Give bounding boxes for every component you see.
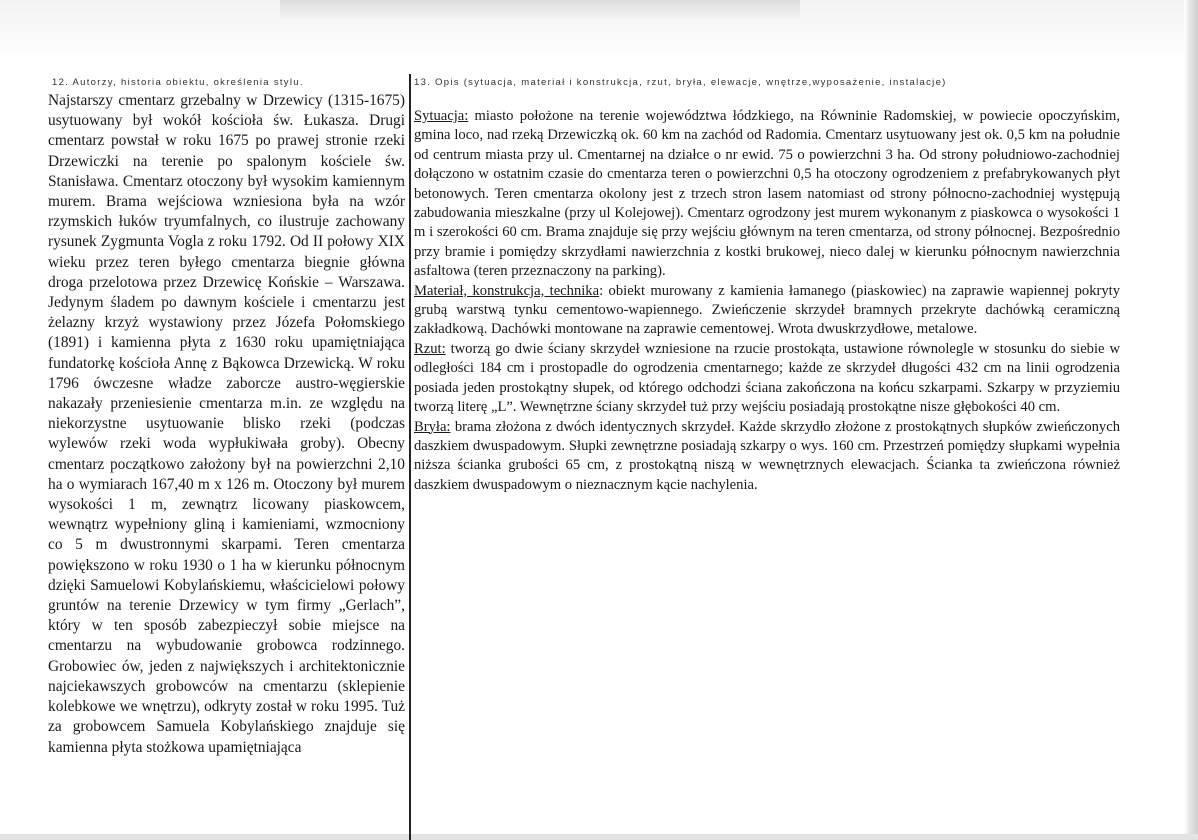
rzut-text: tworzą go dwie ściany skrzydeł wzniesione na rzucie prostokąta, ustawione równolegle w stosunku do siebie w odległości 184 cm i prostopadle do ogrodzenia cmentarnego; każde ze skrzydeł długości 432 cm na linii ogrodzenia posiada jeden prostokątny słupek, od którego odchodzi ściana zakończona na końcu szkarpami. Szkarpy w przyziemiu tworzą literę „L”. Wewnętrzne ściany skrzydeł tuż przy wejściu posiadają prostokątne nisze głębokości 40 cm.: [414, 340, 1120, 416]
bryla-title: Bryła:: [414, 418, 451, 435]
section-13-header: 13. Opis (sytuacja, materiał i konstrukcja, rzut, bryła, elewacje, wnętrze,wyposażenie, instalacje): [414, 77, 947, 88]
sytuacja-text: miasto położone na terenie województwa łódzkiego, na Równinie Radomskiej, w powiecie opoczyńskim, gmina loco, nad rzeką Drzewiczką ok. 60 km na zachód od Radomia. Cmentarz usytuowany jest ok. 0,5 km na południe od centrum miasta przy ul. Cmentarnej na działce o nr ewid. 75 o powierzchni 3 ha. Od strony południowo-zachodniej dołączono w ostatnim czasie do cmentarza teren o powierzchni 0,5 ha otoczony ogrodzeniem z prefabrykowanych płyt betonowych. Teren cmentarza okolony jest z trzech stron lasem natomiast od strony północno-zachodniej występują zabudowania mieszkalne (przy ul Kolejowej). Cmentarz ogrodzony jest murem wykonanym z piaskowca o wysokości 1 m i szerokości 60 cm. Brama znajduje się przy wejściu głównym na teren cmentarza, od strony północnej. Bezpośrednio przy bramie i pomiędzy skrzydłami nawierzchnia z kostki brukowej, nieco dalej w kierunku północnym nawierzchnia asfaltowa (teren przeznaczony na parking).: [414, 108, 1120, 280]
section-sytuacja: [414, 107, 1120, 282]
sytuacja-title: Sytuacja:: [414, 108, 469, 124]
scan-smudge: [280, 0, 800, 20]
section-12-header: 12. Autorzy, historia obiektu, określenia stylu.: [52, 77, 304, 88]
column-divider: [409, 74, 411, 840]
section-12-body: Najstarszy cmentarz grzebalny w Drzewicy (1315-1675) usytuowany był wokół kościoła św. Łukasza. Drugi cmentarz powstał w roku 1675 po prawej stronie rzeki Drzewiczki na terenie po spalonym kościele św. Stanisława. Cmentarz otoczony był wysokim kamiennym murem. Brama wejściowa wzniesiona była na wzór rzymskich łuków tryumfalnych, co ilustruje zachowany rysunek Zygmunta Vogla z roku 1792. Od II połowy XIX wieku przez teren byłego cmentarza biegnie główna droga przelotowa przez Drzewicę Końskie – Warszawa. Jedynym śladem po dawnym kościele i cmentarzu jest żelazny krzyż wystawiony przez Józefa Połomskiego (1891) i kamienna płyta z 1630 roku upamiętniająca fundatorkę kościoła Annę z Bąkowca Drzewicką. W roku 1796 ówczesne władze zaborcze austro-węgierskie nakazały przeniesienie cmentarza m.in. ze względu na niekorzystne usytuowanie blisko rzeki (podczas wylewów rzeki woda wypłukiwała groby). Obecny cmentarz początkowo założony był na powierzchni 2,10 ha o wymiarach 167,40 m x 126 m. Otoczony był murem wysokości 1 m, zewnątrz licowany piaskowcem, wewnątrz wypełniony gliną i kamieniami, wzmocniony co 5 m dwustronnymi skarpami. Teren cmentarza powiększono w roku 1930 o 1 ha w kierunku północnym dzięki Samuelowi Kobylańskiemu, właścicielowi połowy gruntów na terenie Drzewicy w tym firmy „Gerlach”, który w ten sposób zabezpieczył sobie miejsce na cmentarzu na wybudowanie grobowca rodzinnego. Grobowiec ów, jeden z największych i architektonicznie najciekawszych grobowców na cmentarzu (sklepienie kolebkowe we wnętrzu), odkryty został w roku 1995. Tuż za grobowcem Samuela Kobylańskiego znajduje się kamienna płyta stożkowa upamiętniająca: [48, 92, 405, 756]
bryla-text: brama złożona z dwóch identycznych skrzydeł. Każde skrzydło złożone z prostokątnych słupków zwieńczonych daszkiem dwuspadowym. Słupki zewnętrzne posiadają szkarpy o wys. 160 cm. Przestrzeń pomiędzy słupkami wypełnia niższa ścianka grubości 65 cm, z prostokątną niszą w wewnętrznych elewacjach. Ścianka ta zwieńczona również daszkiem dwuspadowym o nieznacznym kącie nachylenia.: [414, 418, 1120, 493]
rzut-title: Rzut:: [414, 340, 446, 357]
scan-right-edge: [1184, 0, 1198, 840]
left-column: [48, 76, 405, 758]
section-material: [414, 282, 1120, 340]
section-bryla: [414, 418, 1120, 496]
section-rzut: [414, 340, 1120, 418]
scan-bottom-edge: [0, 834, 1198, 840]
material-text: : obiekt murowany z kamienia łamanego (piaskowiec) na zaprawie wapiennej pokryty grubą warstwą tynku cementowo-wapiennego. Zwieńczenie skrzydeł bramnych przekryte dachówką ceramiczną zakładkową. Dachówki montowane na zaprawie cementowej. Wrota dwuskrzydłowe, metalowe.: [414, 282, 1120, 338]
material-title: Materiał, konstrukcja, technika: [414, 282, 600, 299]
right-column: [414, 76, 1120, 495]
section-13-body: [414, 107, 1120, 495]
